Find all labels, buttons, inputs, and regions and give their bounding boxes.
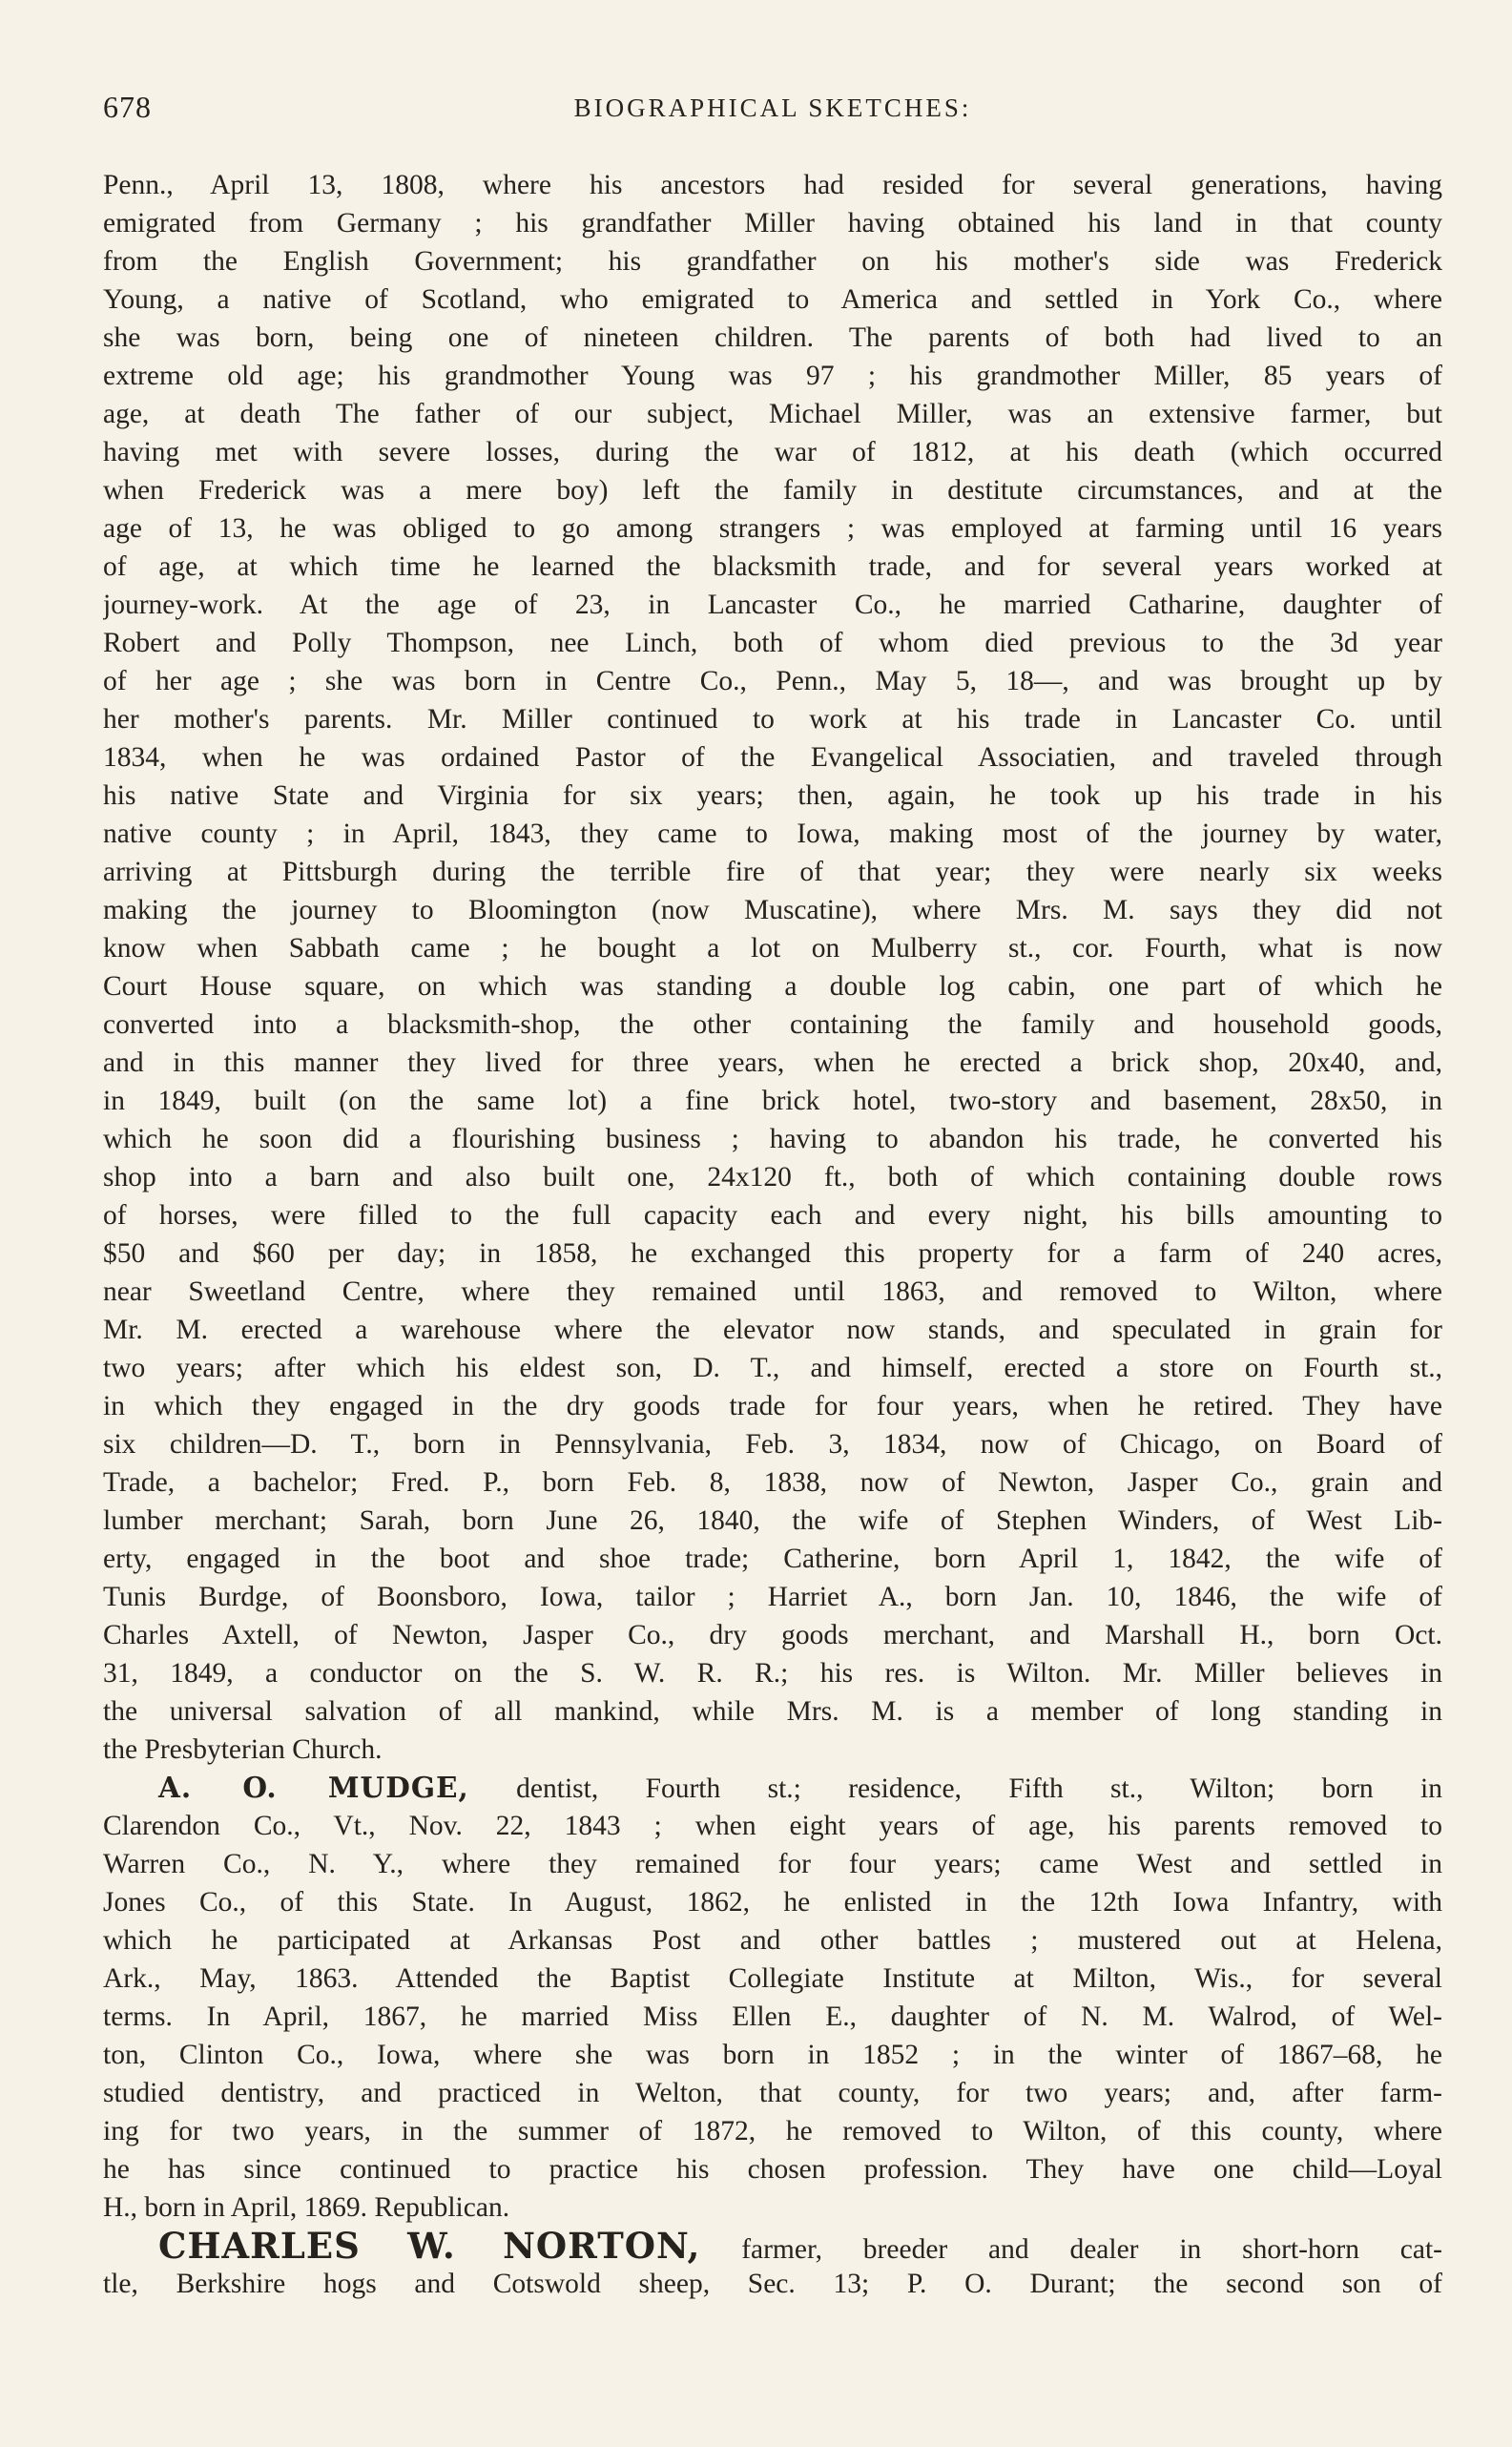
text-block — [103, 166, 1442, 2303]
entry-name: A. O. MUDGE, — [158, 1771, 469, 1804]
running-head: BIOGRAPHICAL SKETCHES: — [573, 93, 972, 122]
page-header — [103, 90, 1442, 132]
entry-intro: farmer, breeder and dealer in short-horn cat- — [700, 2234, 1442, 2265]
text-line: journey-work. At the age of 23, in Lancaster Co., he married Catharine, daughter of — [103, 590, 1442, 620]
text-line: terms. In April, 1867, he married Miss Ellen E., daughter of N. M. Walrod, of Wel- — [103, 2001, 1442, 2032]
text-line: studied dentistry, and practiced in Welton, that county, for two years; and, after farm- — [103, 2078, 1442, 2108]
text-line: know when Sabbath came ; he bought a lot on Mulberry st., cor. Fourth, what is now — [103, 933, 1442, 964]
text-line: 1834, when he was ordained Pastor of the Evangelical Associatien, and traveled through — [103, 742, 1442, 773]
text-line: and in this manner they lived for three years, when he erected a brick shop, 20x40, and, — [103, 1047, 1442, 1078]
text-line: Tunis Burdge, of Boonsboro, Iowa, tailor ; Harriet A., born Jan. 10, 1846, the wife of — [103, 1582, 1442, 1612]
text-line: emigrated from Germany ; his grandfather Miller having obtained his land in that county — [103, 208, 1442, 238]
text-line: in 1849, built (on the same lot) a fine brick hotel, two-story and basement, 28x50, in — [103, 1086, 1442, 1116]
text-line: native county ; in April, 1843, they came to Iowa, making most of the journey by water, — [103, 819, 1442, 849]
entry-intro: dentist, Fourth st.; residence, Fifth st., Wilton; born in — [468, 1773, 1442, 1804]
text-line: the universal salvation of all mankind, while Mrs. M. is a member of long standing in — [103, 1696, 1442, 1727]
text-line: which he soon did a flourishing business ; having to abandon his trade, he converted his — [103, 1124, 1442, 1154]
text-line: two years; after which his eldest son, D. T., and himself, erected a store on Fourth st., — [103, 1353, 1442, 1383]
text-line: in which they engaged in the dry goods trade for four years, when he retired. They have — [103, 1391, 1442, 1421]
text-line: of horses, were filled to the full capacity each and every night, his bills amounting to — [103, 1200, 1442, 1231]
text-line: ing for two years, in the summer of 1872, he removed to Wilton, of this county, where — [103, 2116, 1442, 2146]
text-line: Robert and Polly Thompson, nee Linch, both of whom died previous to the 3d year — [103, 628, 1442, 658]
entry-norton — [103, 2227, 1442, 2303]
text-line: of her age ; she was born in Centre Co., Penn., May 5, 18—, and was brought up by — [103, 666, 1442, 696]
text-line: near Sweetland Centre, where they remained until 1863, and removed to Wilton, where — [103, 1276, 1442, 1307]
entry-name: CHARLES W. NORTON, — [158, 2227, 701, 2265]
text-line: making the journey to Bloomington (now Muscatine), where Mrs. M. says they did not — [103, 895, 1442, 925]
text-line: Warren Co., N. Y., where they remained for four years; came West and settled in — [103, 1849, 1442, 1879]
text-line: 31, 1849, a conductor on the S. W. R. R.; his res. is Wilton. Mr. Miller believes in — [103, 1658, 1442, 1689]
paragraph-miller — [103, 166, 1442, 1769]
text-line: converted into a blacksmith-shop, the other containing the family and household goods, — [103, 1009, 1442, 1040]
text-line: $50 and $60 per day; in 1858, he exchanged this property for a farm of 240 acres, — [103, 1238, 1442, 1269]
text-line: she was born, being one of nineteen children. The parents of both had lived to an — [103, 322, 1442, 353]
text-line: Clarendon Co., Vt., Nov. 22, 1843 ; when eight years of age, his parents removed to — [103, 1811, 1442, 1841]
text-line: extreme old age; his grandmother Young was 97 ; his grandmother Miller, 85 years of — [103, 361, 1442, 391]
text-line: ton, Clinton Co., Iowa, where she was born in 1852 ; in the winter of 1867–68, he — [103, 2040, 1442, 2070]
text-line: H., born in April, 1869. Republican. — [103, 2192, 510, 2223]
entry-first-line — [103, 1769, 1442, 1807]
text-line: Young, a native of Scotland, who emigrated to America and settled in York Co., where — [103, 284, 1442, 315]
text-line: age, at death The father of our subject, Michael Miller, was an extensive farmer, but — [103, 399, 1442, 429]
text-line: Penn., April 13, 1808, where his ancestors had resided for several generations, having — [103, 170, 1442, 200]
text-line: lumber merchant; Sarah, born June 26, 1840, the wife of Stephen Winders, of West Lib- — [103, 1505, 1442, 1536]
text-line: the Presbyterian Church. — [103, 1734, 383, 1765]
text-line: Charles Axtell, of Newton, Jasper Co., dry goods merchant, and Marshall H., born Oct. — [103, 1620, 1442, 1650]
text-line: he has since continued to practice his chosen profession. They have one child—Loyal — [103, 2154, 1442, 2185]
text-line: Court House square, on which was standing a double log cabin, one part of which he — [103, 971, 1442, 1002]
text-line: erty, engaged in the boot and shoe trade; Catherine, born April 1, 1842, the wife of — [103, 1544, 1442, 1574]
entry-first-line — [103, 2227, 1442, 2265]
text-line: age of 13, he was obliged to go among strangers ; was employed at farming until 16 years — [103, 513, 1442, 544]
text-line: which he participated at Arkansas Post and other battles ; mustered out at Helena, — [103, 1925, 1442, 1956]
text-line: Jones Co., of this State. In August, 1862, he enlisted in the 12th Iowa Infantry, with — [103, 1887, 1442, 1918]
text-line: having met with severe losses, during the war of 1812, at his death (which occurred — [103, 437, 1442, 467]
text-line: her mother's parents. Mr. Miller continued to work at his trade in Lancaster Co. until — [103, 704, 1442, 735]
text-line: Trade, a bachelor; Fred. P., born Feb. 8, 1838, now of Newton, Jasper Co., grain and — [103, 1467, 1442, 1498]
page-number: 678 — [103, 90, 152, 124]
text-line: from the English Government; his grandfather on his mother's side was Frederick — [103, 246, 1442, 277]
text-line: arriving at Pittsburgh during the terrible fire of that year; they were nearly six weeks — [103, 857, 1442, 887]
text-line: Ark., May, 1863. Attended the Baptist Collegiate Institute at Milton, Wis., for several — [103, 1963, 1442, 1994]
text-line: when Frederick was a mere boy) left the family in destitute circumstances, and at the — [103, 475, 1442, 506]
text-line: shop into a barn and also built one, 24x120 ft., both of which containing double rows — [103, 1162, 1442, 1192]
text-line: of age, at which time he learned the blacksmith trade, and for several years worked at — [103, 551, 1442, 582]
text-line: Mr. M. erected a warehouse where the elevator now stands, and speculated in grain for — [103, 1315, 1442, 1345]
text-line: his native State and Virginia for six years; then, again, he took up his trade in his — [103, 780, 1442, 811]
text-line: six children—D. T., born in Pennsylvania, Feb. 3, 1834, now of Chicago, on Board of — [103, 1429, 1442, 1460]
text-line: tle, Berkshire hogs and Cotswold sheep, Sec. 13; P. O. Durant; the second son of — [103, 2269, 1442, 2299]
entry-mudge — [103, 1769, 1442, 2227]
